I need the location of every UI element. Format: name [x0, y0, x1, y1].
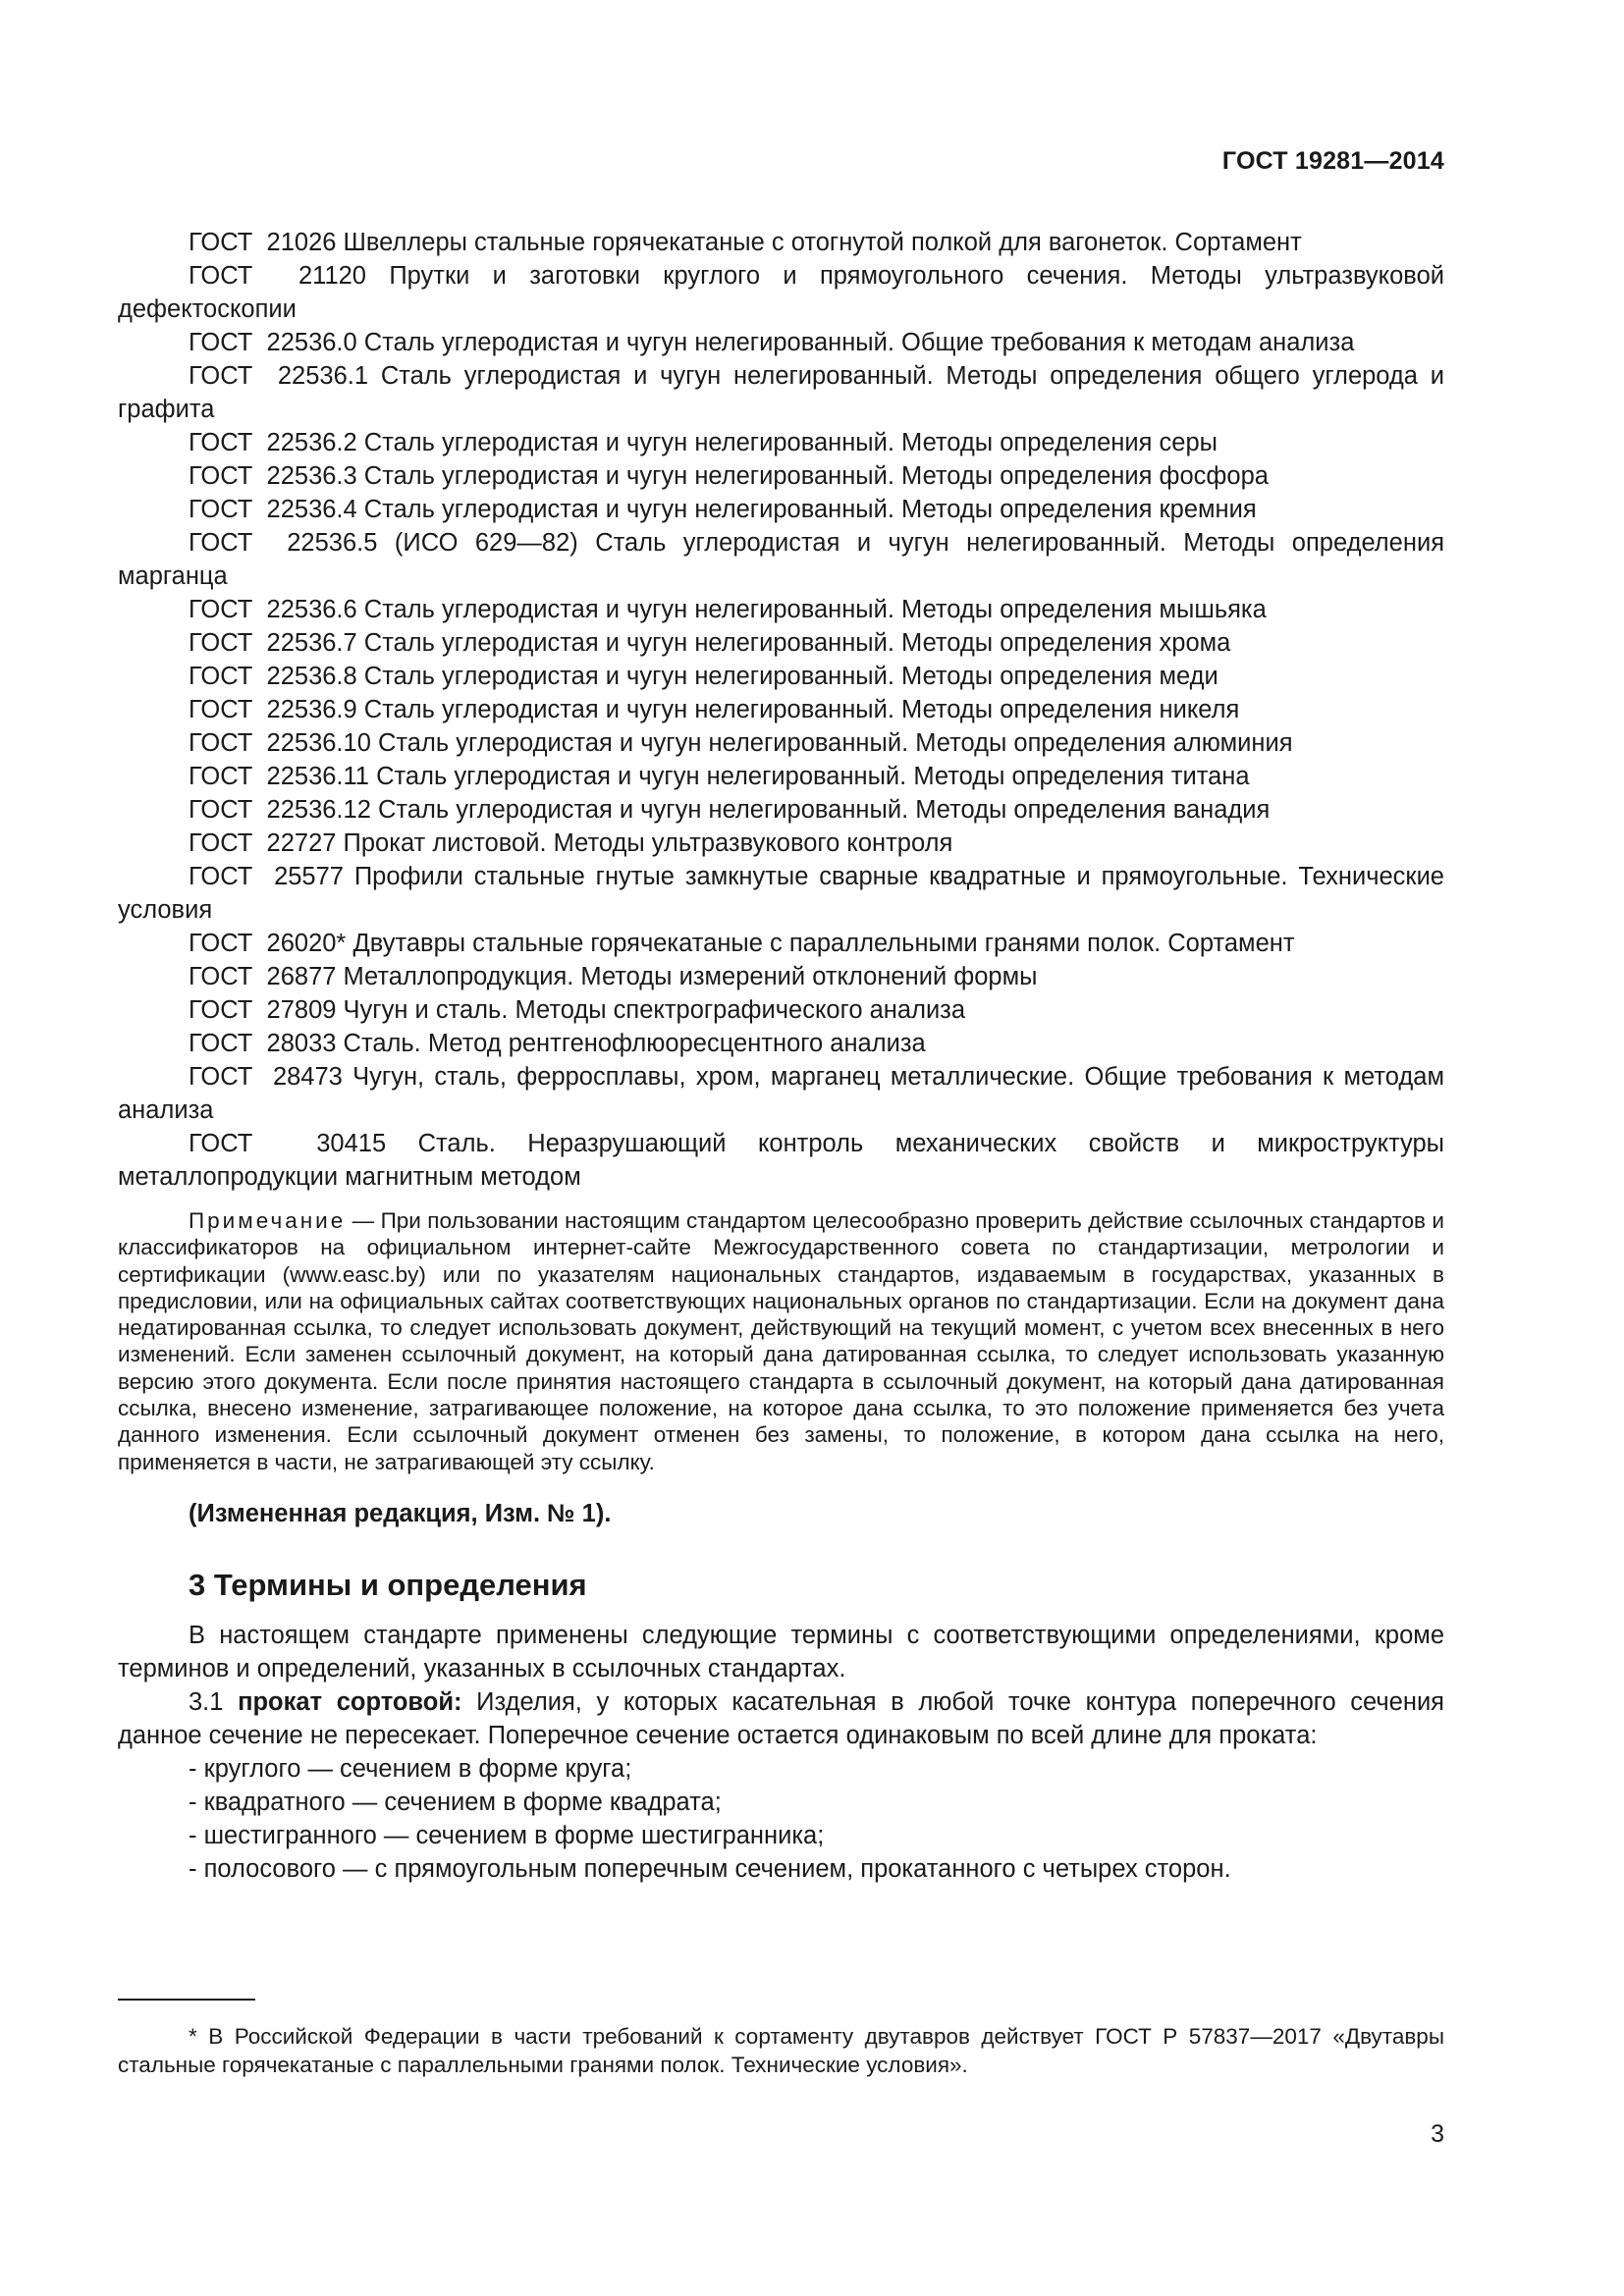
reference-code: ГОСТ 22727: [189, 829, 337, 857]
reference-title: Прокат листовой. Методы ультразвукового контроля: [343, 829, 953, 857]
reference-code: ГОСТ 28033: [189, 1030, 337, 1057]
reference-code: ГОСТ 22536.11: [189, 763, 369, 790]
reference-code: ГОСТ 22536.9: [189, 696, 357, 723]
reference-code: ГОСТ 22536.12: [189, 796, 371, 824]
reference-code: ГОСТ 21026: [189, 229, 337, 256]
reference-title: Сталь углеродистая и чугун нелегированный. Методы определения мышьяка: [363, 596, 1267, 623]
reference-entry: [118, 1127, 1444, 1194]
reference-code: ГОСТ 22536.0: [189, 329, 357, 356]
reference-title: Прутки и заготовки круглого и прямоугольного сечения. Методы ультразвуковой дефектоскопии: [118, 262, 1444, 323]
references-list: [118, 226, 1444, 1194]
reference-entry: [118, 493, 1444, 526]
reference-code: ГОСТ 22536.6: [189, 596, 357, 623]
page-header-standard: ГОСТ 19281—2014: [1221, 147, 1444, 175]
reference-title: Сталь углеродистая и чугун нелегированный. Методы определения алюминия: [377, 729, 1293, 757]
reference-entry: [118, 426, 1444, 459]
reference-title: Сталь углеродистая и чугун нелегированный. Методы определения серы: [363, 429, 1218, 456]
reference-title: Сталь углеродистая и чугун нелегированный. Методы определения меди: [363, 663, 1218, 690]
list-item: - шестигранного — сечением в форме шестигранника;: [189, 1821, 825, 1849]
amendment-note: (Измененная редакция, Изм. № 1).: [189, 1499, 612, 1527]
reference-title: Чугун и сталь. Методы спектрографического анализа: [343, 996, 966, 1024]
reference-entry: [118, 760, 1444, 793]
document-body: [118, 226, 1444, 1886]
reference-entry: [118, 593, 1444, 626]
reference-entry: [118, 693, 1444, 726]
footnote: * В Российской Федерации в части требований к сортаменту двутавров действует ГОСТ Р 57837—2017 «Двутавры стальные горячекатаные с параллельными гранями полок. Технические условия».: [118, 2024, 1444, 2077]
reference-title: Чугун, сталь, ферросплавы, хром, марганец металлические. Общие требования к методам анализа: [118, 1063, 1444, 1124]
reference-title: Сталь. Неразрушающий контроль механических свойств и микроструктуры металлопродукции магнитным методом: [118, 1130, 1445, 1191]
reference-entry: [118, 793, 1444, 827]
reference-code: ГОСТ 26020*: [189, 930, 347, 957]
reference-entry: [118, 726, 1444, 760]
reference-title: Сталь углеродистая и чугун нелегированный. Методы определения общего углерода и графита: [118, 362, 1444, 423]
footnote-divider: [118, 1999, 255, 2001]
definition-list: [118, 1752, 1444, 1886]
reference-entry: [118, 226, 1444, 259]
reference-code: ГОСТ 22536.4: [189, 496, 357, 523]
reference-title: Двутавры стальные горячекатаные с параллельными гранями полок. Сортамент: [352, 930, 1295, 957]
page-number: 3: [1431, 2120, 1444, 2148]
reference-title: Металлопродукция. Методы измерений отклонений формы: [343, 963, 1038, 990]
section-intro: В настоящем стандарте применены следующие термины с соответствующими определениями, кроме терминов и определений, указанных в ссылочных стандартах.: [118, 1621, 1444, 1682]
section-heading: 3 Термины и определения: [189, 1567, 587, 1602]
reference-title: Сталь углеродистая и чугун нелегированный. Методы определения титана: [376, 763, 1250, 790]
list-item: - круглого — сечением в форме круга;: [189, 1754, 632, 1783]
reference-title: Сталь углеродистая и чугун нелегированный. Методы определения никеля: [363, 696, 1240, 723]
clause-3-1: [118, 1685, 1444, 1752]
reference-title: Швеллеры стальные горячекатаные с отогнутой полкой для вагонеток. Сортамент: [343, 229, 1302, 256]
reference-title: Профили стальные гнутые замкнутые сварные квадратные и прямоугольные. Технические условия: [118, 863, 1444, 924]
reference-code: ГОСТ 22536.1: [189, 362, 369, 390]
reference-entry: [118, 1027, 1444, 1060]
reference-code: ГОСТ 22536.7: [189, 629, 357, 657]
reference-title: Сталь углеродистая и чугун нелегированный. Методы определения кремния: [363, 496, 1257, 523]
reference-entry: [118, 459, 1444, 493]
reference-code: ГОСТ 22536.2: [189, 429, 357, 456]
reference-title: Сталь углеродистая и чугун нелегированный. Общие требования к методам анализа: [363, 329, 1355, 356]
reference-entry: [118, 359, 1444, 426]
reference-entry: [118, 660, 1444, 693]
reference-title: Сталь углеродистая и чугун нелегированный. Методы определения фосфора: [363, 462, 1269, 490]
reference-entry: [118, 860, 1444, 927]
reference-entry: [118, 526, 1444, 593]
reference-entry: [118, 993, 1444, 1027]
reference-code: ГОСТ 22536.3: [189, 462, 357, 490]
reference-title: Сталь углеродистая и чугун нелегированный. Методы определения ванадия: [377, 796, 1271, 824]
reference-code: ГОСТ 26877: [189, 963, 337, 990]
reference-entry: [118, 927, 1444, 960]
reference-title: Сталь. Метод рентгенофлюоресцентного анализа: [343, 1030, 926, 1057]
clause-number: 3.1: [189, 1687, 224, 1716]
term-definition: Изделия, у которых касательная в любой точке контура поперечного сечения данное сечение не пересекает. Поперечное сечение остается одинаковым по всей длине для проката:: [118, 1687, 1444, 1749]
reference-code: ГОСТ 21120: [189, 262, 366, 290]
list-item: - полосового — с прямоугольным поперечным сечением, прокатанного с четырех сторон.: [189, 1854, 1231, 1883]
reference-entry: [118, 626, 1444, 660]
reference-code: ГОСТ 28473: [189, 1063, 343, 1091]
reference-title: (ИСО 629—82) Сталь углеродистая и чугун нелегированный. Методы определения марганца: [118, 529, 1444, 590]
reference-code: ГОСТ 22536.8: [189, 663, 357, 690]
reference-entry: [118, 326, 1444, 359]
reference-entry: [118, 827, 1444, 860]
list-item: - квадратного — сечением в форме квадрата;: [189, 1788, 722, 1816]
note-label: Примечание: [189, 1208, 347, 1233]
reference-code: ГОСТ 27809: [189, 996, 337, 1024]
reference-entry: [118, 1060, 1444, 1127]
reference-title: Сталь углеродистая и чугун нелегированный. Методы определения хрома: [363, 629, 1231, 657]
reference-code: ГОСТ 30415: [189, 1130, 387, 1157]
reference-entry: [118, 960, 1444, 993]
reference-code: ГОСТ 22536.10: [189, 729, 371, 757]
reference-entry: [118, 259, 1444, 326]
note-paragraph: [118, 1207, 1444, 1475]
term-name: прокат сортовой:: [238, 1687, 462, 1716]
note-text: — При пользовании настоящим стандартом целесообразно проверить действие ссылочных стандартов и классификаторов на официальном интернет-сайте Межгосударственного совета по стандартизации, метрологии и сертификации (www.easc.by) или по указателям национальных стандартов, издаваемым в государствах, указанных в предисловии, или на официальных сайтах соответствующих национальных органов по стандартизации. Если на документ дана недатированная ссылка, то следует использовать документ, действующий на текущий момент, с учетом всех внесенных в него изменений. Если заменен ссылочный документ, на который дана датированная ссылка, то следует использовать указанную версию этого документа. Если после принятия настоящего стандарта в ссылочный документ, на который дана датированная ссылка, внесено изменение, затрагивающее положение, на которое дана ссылка, то это положение применяется без учета данного изменения. Если ссылочный документ отменен без замены, то положение, в котором дана ссылка на него, применяется в части, не затрагивающей эту ссылку.: [118, 1208, 1444, 1474]
reference-code: ГОСТ 22536.5: [189, 529, 378, 557]
reference-code: ГОСТ 25577: [189, 863, 344, 890]
